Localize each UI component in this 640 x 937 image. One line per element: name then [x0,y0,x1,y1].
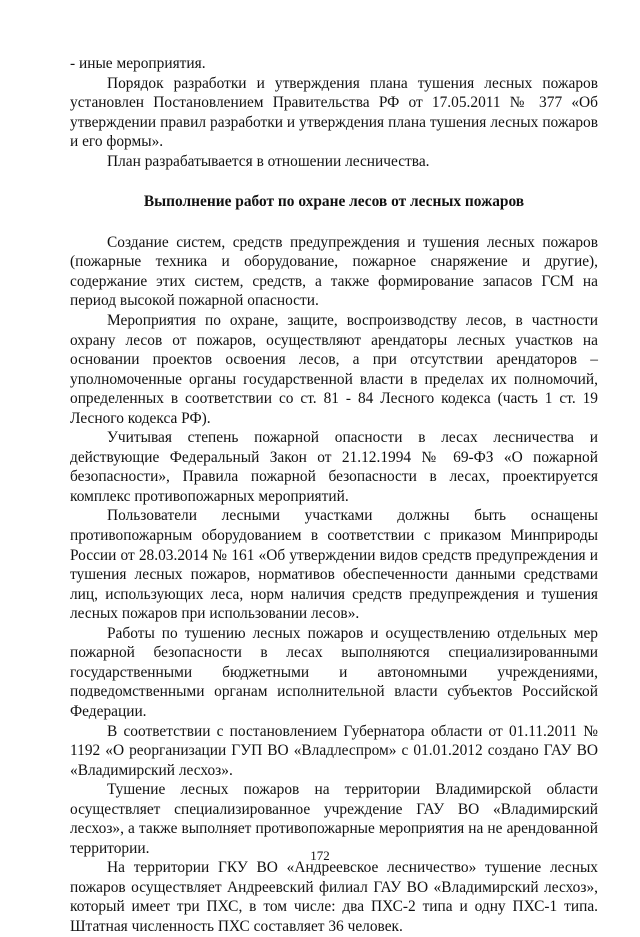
section-heading: Выполнение работ по охране лесов от лесных пожаров [143,193,525,211]
paragraph-governor-decree: В соответствии с постановлением Губернатора области от 01.11.2011 № 1192 «О реорганизации ГУП ВО «Владлеспром» с 01.01.2012 создано ГАУ ВО «Владимирский лесхоз». [70,722,598,779]
page-number: 172 [310,848,330,863]
paragraph-plan-procedure: Порядок разработки и утверждения плана тушения лесных пожаров установлен Постановлением Правительства РФ от 17.05.2011 № 377 «Об утверждении правил разработки и утверждения плана тушения лесных пожаров и его формы». [70,74,598,151]
paragraph-fire-suppression: Тушение лесных пожаров на территории Владимирской области осуществляет специализированное учреждение ГАУ ВО «Владимирский лесхоз», а также выполняет противопожарные мероприятия на не арендованной территории. [70,781,598,857]
list-item-other-measures: - иные мероприятия. [70,55,206,72]
paragraph-forest-users-equipment: Пользователи лесными участками должны быть оснащены противопожарным оборудованием в соответствии с приказом Минприроды России от 28.03.2014 № 161 «Об утверждении видов средств предупреждения и тушения лесных пожаров, нормативов обеспеченности данными средствами лиц, использующих леса, норм наличия средств предупреждения и тушения лесных пожаров при использовании лесов». [70,507,598,623]
paragraph-systems-creation: Создание систем, средств предупреждения и тушения лесных пожаров (пожарные техника и оборудование, пожарное снаряжение и другие), содержание этих систем, средств, а также формирование запасов ГСМ на период высокой пожарной опасности. [70,233,598,310]
paragraph-andreevskoe-forestry: На территории ГКУ ВО «Андреевское лесничество» тушение лесных пожаров осуществляет Андреевский филиал ГАУ ВО «Владимирский лесхоз», который имеет три ПХС, в том числе: два ПХС-2 типа и одну ПХС-1 типа. Штатная численность ПХС составляет 36 человек. [70,859,598,935]
paragraph-protection-measures: Мероприятия по охране, защите, воспроизводству лесов, в частности охрану лесов от пожаров, осуществляют арендаторы лесных участков на основании проектов освоения лесов, а при отсутствии арендаторов – уполномоченные органы государственной власти в пределах их полномочий, определенных в соответствии со ст. 81 - 84 Лесного кодекса (часть 1 ст. 19 Лесного кодекса РФ). [70,312,598,427]
text-block [70,54,598,937]
paragraph-plan-scope: План разрабатывается в отношении лесничества. [107,152,430,170]
paragraph-fire-danger: Учитывая степень пожарной опасности в лесах лесничества и действующие Федеральный Закон от 21.12.1994 № 69-ФЗ «О пожарной безопасности», Правила пожарной безопасности в лесах, проектируется комплекс противопожарных мероприятий. [70,429,598,505]
paragraph-firefighting-works: Работы по тушению лесных пожаров и осуществлению отдельных мер пожарной безопасности в лесах выполняются специализированными государственными бюджетными и автономными учреждениями, подведомственными органам исполнительной власти субъектов Российской Федерации. [70,624,598,720]
